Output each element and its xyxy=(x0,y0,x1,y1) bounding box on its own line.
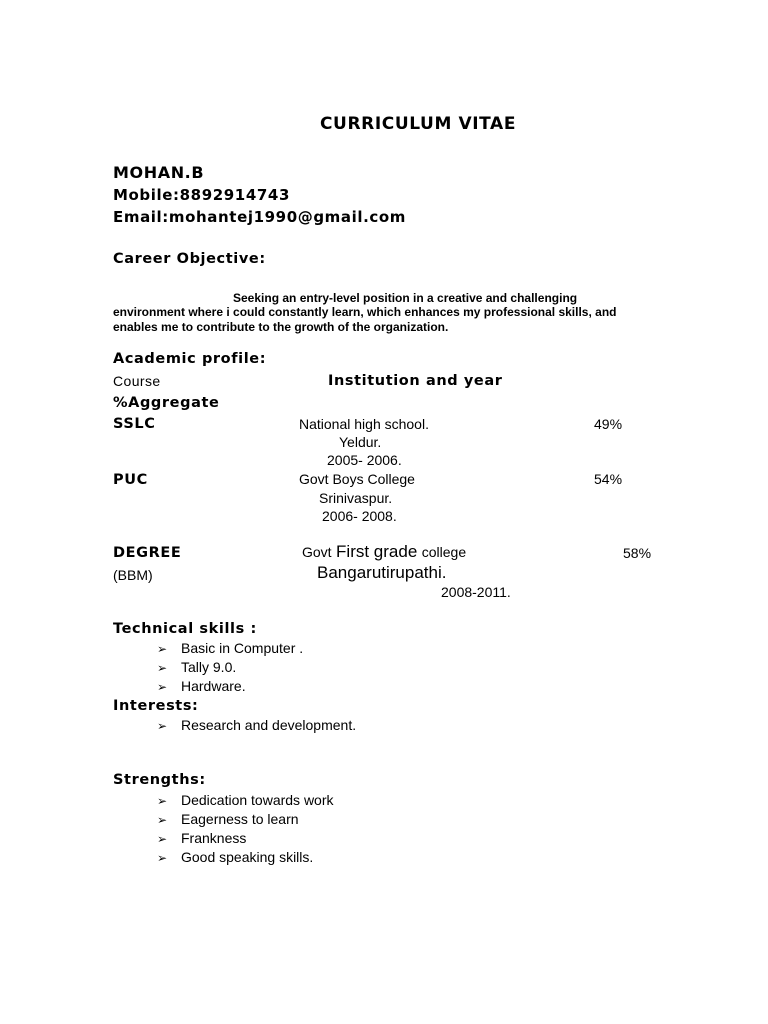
sslc-year: 2005- 2006. xyxy=(327,452,402,468)
column-institution: Institution and year xyxy=(328,373,503,389)
arrow-bullet-icon: ➢ xyxy=(157,851,168,865)
degree-place: Bangarutirupathi. xyxy=(317,563,447,582)
email-address: Email:mohantej1990@gmail.com xyxy=(113,208,407,226)
candidate-name: MOHAN.B xyxy=(113,163,205,182)
degree-year: 2008-2011. xyxy=(441,584,511,600)
arrow-bullet-icon: ➢ xyxy=(157,813,168,827)
list-item: ➢ Frankness xyxy=(157,829,334,848)
mobile-number: Mobile:8892914743 xyxy=(113,186,290,204)
page-title: CURRICULUM VITAE xyxy=(319,114,517,134)
career-objective-heading: Career Objective: xyxy=(113,251,266,267)
list-item: ➢ Eagerness to learn xyxy=(157,810,334,829)
puc-year: 2006- 2008. xyxy=(322,508,397,524)
arrow-bullet-icon: ➢ xyxy=(157,642,168,656)
puc-place: Srinivaspur. xyxy=(319,490,393,506)
puc-aggregate: 54% xyxy=(594,471,623,487)
list-item: ➢ Hardware. xyxy=(157,677,303,696)
objective-line-3: enables me to contribute to the growth of the organization. xyxy=(113,320,449,334)
degree-institution-college: college xyxy=(421,544,467,560)
strengths-list xyxy=(157,791,334,867)
degree-aggregate: 58% xyxy=(623,545,652,561)
list-item: ➢ Basic in Computer . xyxy=(157,639,303,658)
degree-institution xyxy=(302,542,466,562)
puc-institution: Govt Boys College xyxy=(299,471,415,487)
list-item: ➢ Good speaking skills. xyxy=(157,848,334,867)
sslc-place: Yeldur. xyxy=(339,434,382,450)
interests-heading: Interests: xyxy=(113,698,199,714)
course-puc: PUC xyxy=(113,472,148,488)
objective-line-2: environment where i could constantly learn, which enhances my professional skills, and xyxy=(113,305,617,319)
course-degree: DEGREE xyxy=(113,545,182,561)
arrow-bullet-icon: ➢ xyxy=(157,661,168,675)
arrow-bullet-icon: ➢ xyxy=(157,832,168,846)
sslc-institution: National high school. xyxy=(299,416,429,432)
course-sslc: SSLC xyxy=(113,416,156,432)
academic-profile-heading: Academic profile: xyxy=(113,351,267,367)
list-item: ➢ Research and development. xyxy=(157,716,356,735)
interests-list xyxy=(157,716,356,735)
arrow-bullet-icon: ➢ xyxy=(157,794,168,808)
list-item: ➢ Tally 9.0. xyxy=(157,658,303,677)
arrow-bullet-icon: ➢ xyxy=(157,680,168,694)
technical-skills-heading: Technical skills : xyxy=(113,621,257,637)
course-degree-bbm: (BBM) xyxy=(113,567,153,583)
sslc-aggregate: 49% xyxy=(594,416,623,432)
degree-institution-govt: Govt xyxy=(302,544,332,560)
technical-skills-list xyxy=(157,639,303,696)
arrow-bullet-icon: ➢ xyxy=(157,719,168,733)
column-aggregate: %Aggregate xyxy=(113,395,220,411)
list-item: ➢ Dedication towards work xyxy=(157,791,334,810)
degree-institution-first-grade: First grade xyxy=(336,542,418,561)
objective-line-1: Seeking an entry-level position in a creative and challenging xyxy=(233,291,578,305)
column-course: Course xyxy=(113,373,161,389)
strengths-heading: Strengths: xyxy=(113,772,206,788)
